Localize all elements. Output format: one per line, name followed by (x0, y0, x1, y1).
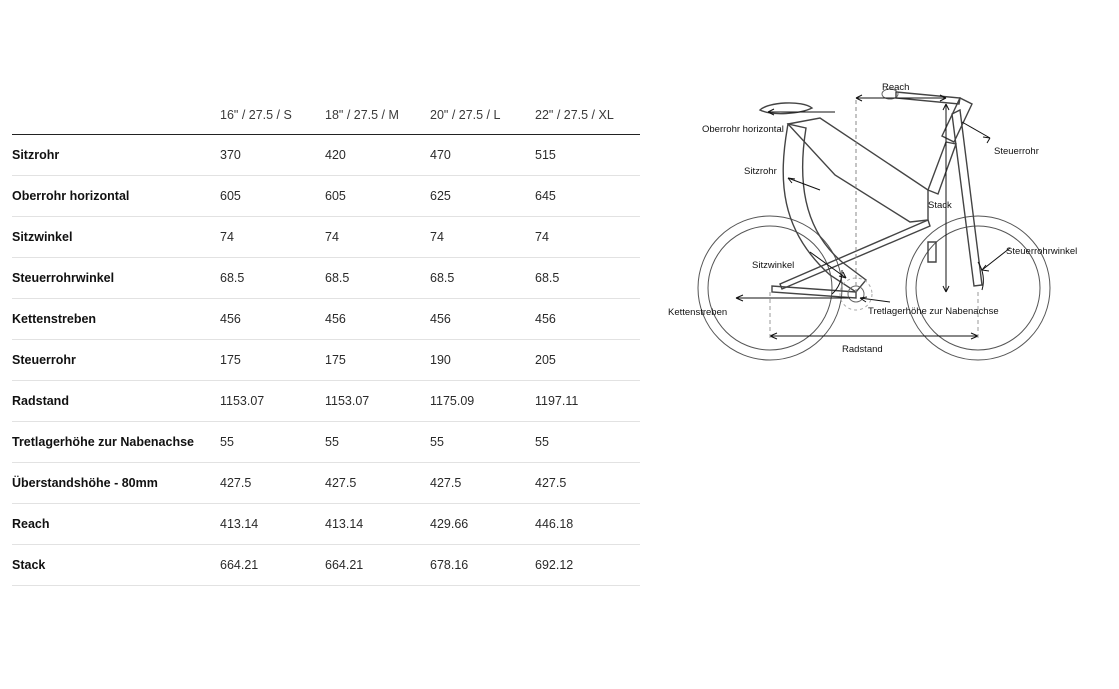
table-header-size-s: 16" / 27.5 / S (220, 108, 325, 135)
row-label: Reach (12, 504, 220, 545)
label-steuerrohrwinkel: Steuerrohrwinkel (1006, 246, 1078, 257)
cell-value: 605 (220, 176, 325, 217)
geometry-table (12, 108, 640, 586)
table-header-size-m: 18" / 27.5 / M (325, 108, 430, 135)
table-row (12, 504, 640, 545)
cell-value: 205 (535, 340, 640, 381)
cell-value: 1153.07 (325, 381, 430, 422)
front-wheel-rim (916, 226, 1040, 350)
cell-value: 55 (220, 422, 325, 463)
table-row (12, 463, 640, 504)
label-tretlagerhoehe: Tretlagerhöhe zur Nabenachse (868, 306, 999, 317)
cell-value: 55 (325, 422, 430, 463)
cell-value: 370 (220, 135, 325, 176)
cell-value: 678.16 (430, 545, 535, 586)
front-wheel-tire (906, 216, 1050, 360)
row-label: Steuerrohr (12, 340, 220, 381)
label-oberrohr-horizontal: Oberrohr horizontal (702, 124, 784, 135)
table-row (12, 135, 640, 176)
cell-value: 68.5 (535, 258, 640, 299)
table-row (12, 258, 640, 299)
cell-value: 175 (220, 340, 325, 381)
cell-value: 413.14 (325, 504, 430, 545)
cell-value: 427.5 (325, 463, 430, 504)
cell-value: 515 (535, 135, 640, 176)
table-row (12, 422, 640, 463)
cell-value: 625 (430, 176, 535, 217)
cell-value: 1175.09 (430, 381, 535, 422)
cell-value: 74 (535, 217, 640, 258)
cell-value: 68.5 (325, 258, 430, 299)
cell-value: 1153.07 (220, 381, 325, 422)
cell-value: 427.5 (430, 463, 535, 504)
cell-value: 1197.11 (535, 381, 640, 422)
cell-value: 55 (535, 422, 640, 463)
table-header-row (12, 108, 640, 135)
table-header-size-l: 20" / 27.5 / L (430, 108, 535, 135)
label-kettenstreben: Kettenstreben (668, 307, 728, 318)
label-sitzwinkel: Sitzwinkel (752, 260, 795, 271)
label-steuerrohr: Steuerrohr (994, 146, 1039, 157)
table-header-size-xl: 22" / 27.5 / XL (535, 108, 640, 135)
cell-value: 664.21 (325, 545, 430, 586)
label-sitzrohr: Sitzrohr (744, 166, 777, 177)
cell-value: 427.5 (535, 463, 640, 504)
row-label: Tretlagerhöhe zur Nabenachse (12, 422, 220, 463)
cell-value: 456 (325, 299, 430, 340)
row-label: Sitzrohr (12, 135, 220, 176)
cell-value: 692.12 (535, 545, 640, 586)
geometry-table-container (12, 108, 640, 586)
table-body (12, 135, 640, 586)
table-row (12, 176, 640, 217)
table-header (12, 108, 640, 135)
label-stack: Stack (928, 200, 952, 211)
cell-value: 74 (220, 217, 325, 258)
row-label: Überstandshöhe - 80mm (12, 463, 220, 504)
cell-value: 605 (325, 176, 430, 217)
table-row (12, 381, 640, 422)
cell-value: 456 (220, 299, 325, 340)
cell-value: 456 (430, 299, 535, 340)
cell-value: 429.66 (430, 504, 535, 545)
label-radstand: Radstand (842, 344, 883, 355)
table-header-corner (12, 108, 220, 135)
cell-value: 456 (535, 299, 640, 340)
cell-value: 427.5 (220, 463, 325, 504)
cell-value: 175 (325, 340, 430, 381)
row-label: Stack (12, 545, 220, 586)
cell-value: 664.21 (220, 545, 325, 586)
cell-value: 645 (535, 176, 640, 217)
cell-value: 74 (430, 217, 535, 258)
cell-value: 470 (430, 135, 535, 176)
table-row (12, 299, 640, 340)
rear-wheel-rim (708, 226, 832, 350)
table-row (12, 340, 640, 381)
row-label: Sitzwinkel (12, 217, 220, 258)
bike-geometry-diagram (660, 70, 1110, 390)
row-label: Radstand (12, 381, 220, 422)
row-label: Oberrohr horizontal (12, 176, 220, 217)
table-row (12, 545, 640, 586)
cell-value: 68.5 (220, 258, 325, 299)
row-label: Steuerrohrwinkel (12, 258, 220, 299)
cell-value: 190 (430, 340, 535, 381)
cell-value: 420 (325, 135, 430, 176)
row-label: Kettenstreben (12, 299, 220, 340)
table-row (12, 217, 640, 258)
cell-value: 413.14 (220, 504, 325, 545)
cell-value: 446.18 (535, 504, 640, 545)
cell-value: 74 (325, 217, 430, 258)
cell-value: 68.5 (430, 258, 535, 299)
label-reach: Reach (882, 82, 910, 93)
cell-value: 55 (430, 422, 535, 463)
